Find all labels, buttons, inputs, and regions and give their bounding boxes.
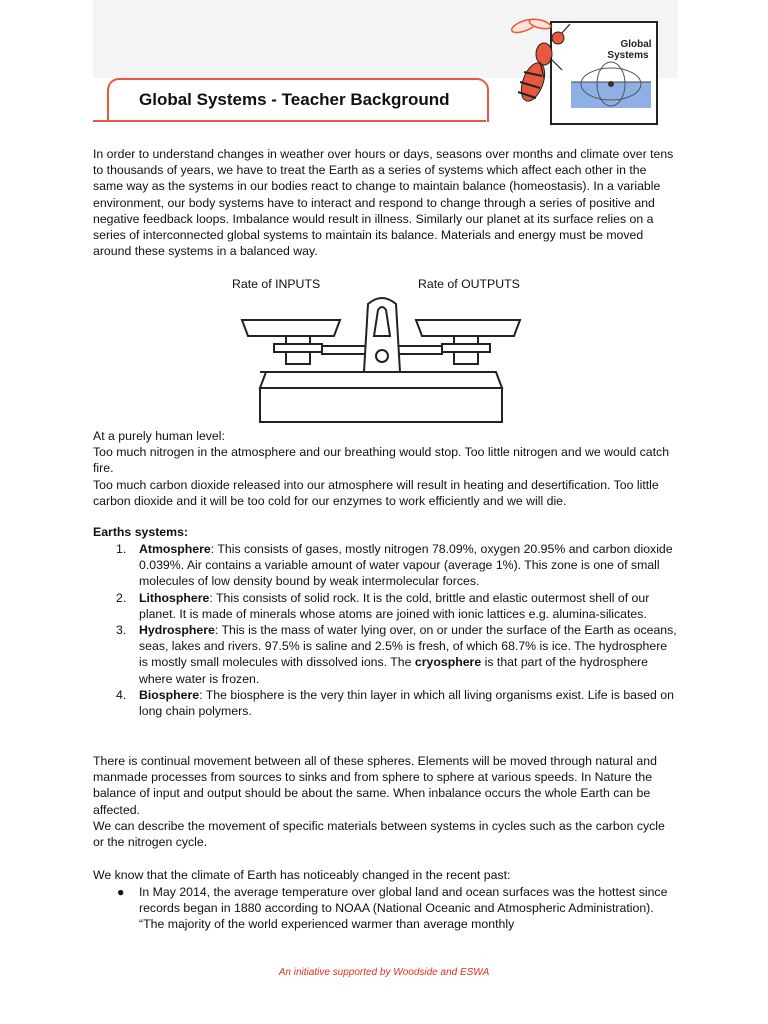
- term-biosphere: Biosphere: [139, 687, 200, 702]
- term-atmosphere: Atmosphere: [139, 542, 211, 556]
- term-cryosphere: cryosphere: [414, 655, 482, 670]
- list-item: 3. Hydrosphere: This is the mass of water lying over, on or under the surface of the Earth as oceans, seas, lakes and rivers. 97.5% is saline and 2.5% is fresh, of which 68.7% is ice. The hydrosphere is mostly small molecules with dissolved ions. The cryosphere is that part of the hydrosphere where water is frozen.: [116, 623, 677, 686]
- intro-paragraph: In order to understand changes in weather over hours or days, seasons over months and climate over tens to thousands of years, we have to treat the Earth as a series of systems which affect each other in the same way as the systems in our bodies react to change to maintain balance (homeostasis). In a variable environment, our body systems have to interact and respond to change through a series of positive and negative feedback loops. Imbalance would result in illness. Similarly our planet at its surface relies on a series of interconnected global systems to maintain its balance. Materials and energy must be moved around these systems in a balanced way.: [93, 147, 674, 259]
- carbon-dioxide-text: Too much carbon dioxide released into our atmosphere will result in heating and desertification. Too little carbon dioxide and it will be too cold for our enzymes to work efficiently and we will die.: [93, 477, 659, 508]
- nitrogen-text: Too much nitrogen in the atmosphere and our breathing would stop. Too little nitrogen and we would catch fire.: [93, 445, 670, 476]
- logo-text-systems: Systems: [607, 50, 649, 61]
- list-item: 1. Atmosphere: This consists of gases, mostly nitrogen 78.09%, oxygen 20.95% and carbon dioxide 0.039%. Air contains a variable amount of water vapour (average 1%). This zone is one of small molecules of low density bound by weak intermolecular forces.: [116, 542, 673, 589]
- human-level-heading: At a purely human level:: [93, 429, 225, 443]
- title-box: [93, 78, 486, 122]
- right-pan: [416, 320, 520, 336]
- logo-frame: [551, 22, 657, 124]
- title-underline: [93, 120, 486, 122]
- scale-label-outputs: Rate of OUTPUTS: [418, 277, 520, 291]
- term-hydrosphere: Hydrosphere: [139, 623, 215, 638]
- movement-paragraph: There is continual movement between all of these spheres. Elements will be moved through natural and manmade processes from sources to sinks and from sphere to sphere at various speeds. In Nature the balance of input and output should be about the same. When inbalance occurs the whole Earth can be affected. We can describe the movement of specific materials between systems in cycles such as the carbon cycle or the nitrogen cycle.: [93, 753, 678, 850]
- earth-systems-heading: Earths systems:: [93, 525, 189, 539]
- page-title: Global Systems - Teacher Background: [139, 90, 450, 109]
- base: [260, 388, 502, 422]
- logo-text-global: Global: [620, 39, 652, 50]
- climate-intro: We know that the climate of Earth has noticeably changed in the recent past:: [93, 868, 511, 882]
- term-lithosphere: Lithosphere: [139, 590, 210, 605]
- balance-scale-illustration: [238, 292, 524, 428]
- climate-bullet-list: [93, 884, 678, 933]
- earth-systems-list: [93, 541, 678, 719]
- base-top: [260, 372, 502, 388]
- scale-label-inputs: Rate of INPUTS: [232, 277, 321, 291]
- global-systems-logo: [500, 14, 660, 126]
- left-pan: [242, 320, 340, 336]
- human-level-section: [93, 428, 678, 509]
- cycles-paragraph: We can describe the movement of specific materials between systems in cycles such as the carbon cycle or the nitrogen cycle.: [93, 818, 665, 850]
- list-item: 2. Lithosphere: This consists of solid rock. It is the cold, brittle and elastic outermost shell of our planet. It is made of minerals whose atoms are joined with ionic lattices e.g. alumina-silicates.: [116, 590, 650, 621]
- list-item: 4. Biosphere: The biosphere is the very thin layer in which all living organisms exist. Life is based on long chain polymers.: [116, 687, 674, 719]
- list-item: ● In May 2014, the average temperature over global land and ocean surfaces was the hottest since records began in 1880 according to NOAA (National Oceanic and Atmospheric Administration). “The majority of the world experienced warmer than average monthly: [117, 885, 668, 932]
- bullet-icon: ●: [117, 885, 125, 899]
- footer-credit: An initiative supported by Woodside and ESWA: [278, 967, 490, 978]
